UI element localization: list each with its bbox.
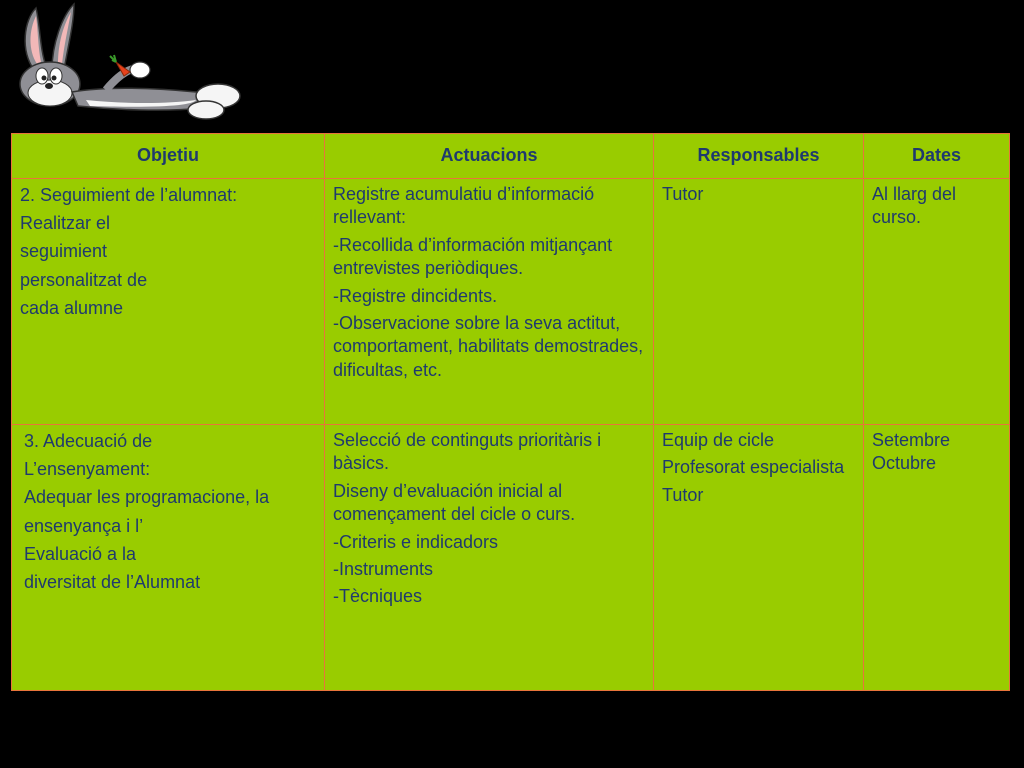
objective-line: diversitat de l’Alumnat xyxy=(24,571,201,592)
action-line: Selecció de continguts prioritàris i bàsics. xyxy=(333,430,602,474)
responsible-cell xyxy=(654,179,864,425)
objective-line: seguimient xyxy=(20,241,108,262)
action-line: -Criteris e indicadors xyxy=(333,531,499,552)
objective-line: personalitzat de xyxy=(20,269,148,290)
responsible-line: Profesorat especialista xyxy=(662,457,845,478)
responsible-line: Tutor xyxy=(662,484,704,505)
header-dates: Dates xyxy=(864,134,1010,179)
objective-line: Realitzar el xyxy=(20,213,111,234)
action-line: -Observacione sobre la seva actitut, comportament, habilitats demostrades, dificultas, etc. xyxy=(333,312,644,380)
header-objective: Objetiu xyxy=(12,134,325,179)
action-line: -Recollida d’información mitjançant entrevistes periòdiques. xyxy=(333,234,613,279)
actions-cell xyxy=(325,425,654,691)
objective-cell xyxy=(12,179,325,425)
dates-cell xyxy=(864,179,1010,425)
table-row xyxy=(12,179,1010,425)
action-line: Diseny d’evaluación inicial al començament del cicle o curs. xyxy=(333,480,576,525)
objective-line: L’ensenyament: xyxy=(24,459,151,480)
dates-cell xyxy=(864,425,1010,691)
objective-line: cada alumne xyxy=(20,297,124,318)
objective-line: 3. Adecuació de xyxy=(24,431,153,451)
responsible-line: Tutor xyxy=(662,184,704,204)
actions-cell xyxy=(325,179,654,425)
table-header-row xyxy=(12,134,1010,179)
action-line: -Tècniques xyxy=(333,586,423,607)
table-row xyxy=(12,425,1010,691)
header-actions: Actuacions xyxy=(325,134,654,179)
planning-table xyxy=(11,133,1010,691)
dates-line: Al llarg del curso. xyxy=(872,184,957,228)
action-line: -Instruments xyxy=(333,558,434,579)
objective-line: 2. Seguimient de l’alumnat: xyxy=(20,185,238,205)
objective-line: ensenyança i l’ xyxy=(24,515,144,536)
header-responsible: Responsables xyxy=(654,134,864,179)
bunny-mascot-image xyxy=(6,0,246,124)
objective-line: Adequar les programacione, la xyxy=(24,487,270,508)
objective-cell xyxy=(12,425,325,691)
dates-line: Setembre Octubre xyxy=(872,430,951,474)
action-line: -Registre dincidents. xyxy=(333,285,498,306)
action-line: Registre acumulatiu d’informació rellevant: xyxy=(333,184,595,228)
responsible-line: Equip de cicle xyxy=(662,430,775,450)
objective-line: Evaluació a la xyxy=(24,543,137,564)
responsible-cell xyxy=(654,425,864,691)
